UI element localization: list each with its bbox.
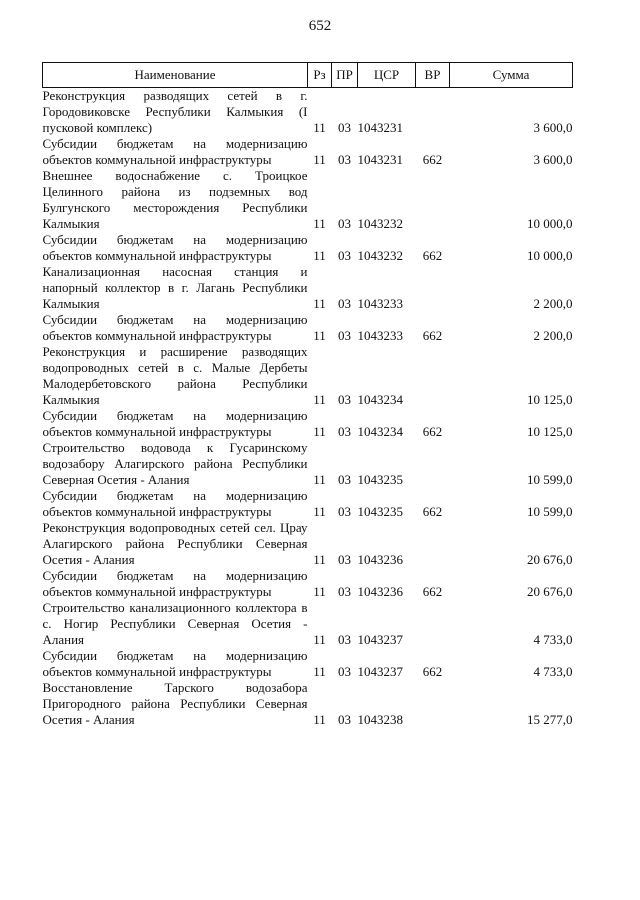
table-row: [43, 680, 573, 728]
pr-cell: 03: [338, 552, 351, 567]
vr-cell: 662: [422, 152, 443, 167]
pr-cell: 03: [338, 296, 351, 311]
name-cell: Субсидии бюджетам на модернизацию объектов коммунальной инфраструктуры: [42, 488, 308, 519]
csr-cell: 1043235: [357, 472, 403, 487]
name-cell: Субсидии бюджетам на модернизацию объектов коммунальной инфраструктуры: [42, 568, 308, 599]
pr-cell: 03: [338, 216, 351, 231]
rz-cell: 11: [313, 664, 326, 679]
csr-cell: 1043234: [357, 424, 403, 439]
header-sum: Сумма: [450, 63, 573, 88]
csr-cell: 1043231: [357, 152, 403, 167]
vr-cell: 662: [422, 584, 443, 599]
vr-cell: [416, 168, 450, 232]
header-pr: ПР: [332, 63, 358, 88]
pr-cell: 03: [338, 328, 351, 343]
name-cell: Субсидии бюджетам на модернизацию объектов коммунальной инфраструктуры: [42, 648, 308, 679]
table-row: [43, 488, 573, 520]
vr-cell: 662: [422, 424, 443, 439]
header-name: Наименование: [43, 63, 308, 88]
csr-cell: 1043236: [357, 552, 403, 567]
name-cell: Канализационная насосная станция и напорный коллектор в г. Лагань Республики Калмыкия: [42, 264, 308, 311]
name-cell: Реконструкция водопроводных сетей сел. Црау Алагирского района Республики Северная Осетия - Алания: [42, 520, 308, 567]
name-cell: Реконструкция и расширение разводящих водопроводных сетей в с. Малые Дербеты Малодербетовского района Республики Калмыкия: [42, 344, 308, 407]
vr-cell: 662: [422, 248, 443, 263]
table-body: [43, 88, 573, 729]
rz-cell: 11: [313, 296, 326, 311]
sum-cell: 10 599,0: [527, 504, 573, 519]
pr-cell: 03: [338, 248, 351, 263]
name-cell: Субсидии бюджетам на модернизацию объектов коммунальной инфраструктуры: [42, 232, 308, 263]
csr-cell: 1043232: [357, 248, 403, 263]
rz-cell: 11: [313, 392, 326, 407]
name-cell: Субсидии бюджетам на модернизацию объектов коммунальной инфраструктуры: [42, 408, 308, 439]
csr-cell: 1043237: [357, 632, 403, 647]
csr-cell: 1043233: [357, 296, 403, 311]
table-row: [43, 136, 573, 168]
pr-cell: 03: [338, 504, 351, 519]
sum-cell: 10 599,0: [527, 472, 573, 487]
name-cell: Восстановление Тарского водозабора Пригородного района Республики Северная Осетия - Алания: [42, 680, 308, 727]
table-row: [43, 648, 573, 680]
rz-cell: 11: [313, 216, 326, 231]
vr-cell: 662: [422, 664, 443, 679]
rz-cell: 11: [313, 424, 326, 439]
sum-cell: 2 200,0: [533, 296, 573, 311]
rz-cell: 11: [313, 632, 326, 647]
name-cell: Субсидии бюджетам на модернизацию объектов коммунальной инфраструктуры: [42, 312, 308, 343]
sum-cell: 4 733,0: [533, 664, 573, 679]
pr-cell: 03: [338, 424, 351, 439]
table-row: [43, 264, 573, 312]
vr-cell: [416, 440, 450, 488]
csr-cell: 1043236: [357, 584, 403, 599]
name-cell: Реконструкция разводящих сетей в г. Городовиковске Республики Калмыкия (I пусковой комплекс): [42, 88, 308, 135]
name-cell: Субсидии бюджетам на модернизацию объектов коммунальной инфраструктуры: [42, 136, 308, 167]
table-row: [43, 568, 573, 600]
table-row: [43, 600, 573, 648]
table-row: [43, 312, 573, 344]
vr-cell: [416, 600, 450, 648]
rz-cell: 11: [313, 120, 326, 135]
vr-cell: 662: [422, 504, 443, 519]
pr-cell: 03: [338, 120, 351, 135]
pr-cell: 03: [338, 712, 351, 727]
vr-cell: [416, 680, 450, 728]
vr-cell: [416, 520, 450, 568]
table-row: [43, 168, 573, 232]
name-cell: Внешнее водоснабжение с. Троицкое Целинного района из подземных вод Булгунского месторождения Республики Калмыкия: [42, 168, 308, 231]
pr-cell: 03: [338, 632, 351, 647]
table-row: [43, 88, 573, 137]
pr-cell: 03: [338, 392, 351, 407]
header-csr: ЦСР: [358, 63, 416, 88]
vr-cell: 662: [422, 328, 443, 343]
header-rz: Рз: [308, 63, 332, 88]
sum-cell: 20 676,0: [527, 552, 573, 567]
table-row: [43, 408, 573, 440]
rz-cell: 11: [313, 712, 326, 727]
vr-cell: [416, 344, 450, 408]
name-cell: Строительство канализационного коллектора в с. Ногир Республики Северная Осетия - Алания: [42, 600, 308, 647]
csr-cell: 1043232: [357, 216, 403, 231]
rz-cell: 11: [313, 504, 326, 519]
name-cell: Строительство водовода к Гусаринскому водозабору Алагирского района Республики Северная Осетия - Алания: [42, 440, 308, 487]
sum-cell: 15 277,0: [527, 712, 573, 727]
csr-cell: 1043233: [357, 328, 403, 343]
rz-cell: 11: [313, 552, 326, 567]
sum-cell: 10 000,0: [527, 216, 573, 231]
rz-cell: 11: [313, 472, 326, 487]
table-row: [43, 344, 573, 408]
table-row: [43, 520, 573, 568]
table-row: [43, 440, 573, 488]
sum-cell: 2 200,0: [533, 328, 573, 343]
pr-cell: 03: [338, 584, 351, 599]
pr-cell: 03: [338, 664, 351, 679]
sum-cell: 20 676,0: [527, 584, 573, 599]
sum-cell: 10 125,0: [527, 392, 573, 407]
pr-cell: 03: [338, 152, 351, 167]
sum-cell: 4 733,0: [533, 632, 573, 647]
table-header-row: [43, 63, 573, 88]
table-row: [43, 232, 573, 264]
sum-cell: 3 600,0: [533, 120, 573, 135]
vr-cell: [416, 264, 450, 312]
rz-cell: 11: [313, 152, 326, 167]
rz-cell: 11: [313, 584, 326, 599]
sum-cell: 10 000,0: [527, 248, 573, 263]
rz-cell: 11: [313, 328, 326, 343]
page-number: 652: [308, 18, 332, 34]
csr-cell: 1043235: [357, 504, 403, 519]
csr-cell: 1043237: [357, 664, 403, 679]
rz-cell: 11: [313, 248, 326, 263]
csr-cell: 1043234: [357, 392, 403, 407]
vr-cell: [416, 88, 450, 137]
header-vr: ВР: [416, 63, 450, 88]
sum-cell: 10 125,0: [527, 424, 573, 439]
csr-cell: 1043231: [357, 120, 403, 135]
csr-cell: 1043238: [357, 712, 403, 727]
pr-cell: 03: [338, 472, 351, 487]
sum-cell: 3 600,0: [533, 152, 573, 167]
budget-table: [42, 62, 573, 728]
